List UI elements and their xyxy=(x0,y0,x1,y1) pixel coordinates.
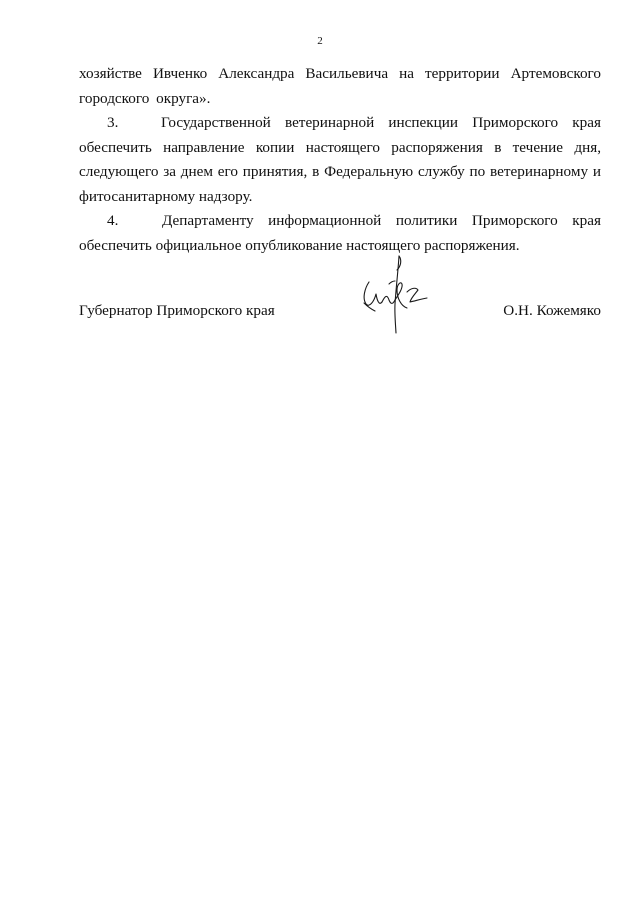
paragraph-continuation: хозяйстве Ивченко Александра Васильевича на территории Артемовского городского округа». xyxy=(79,65,601,107)
signatory-title: Губернатор Приморского края xyxy=(79,302,275,319)
page-number: 2 xyxy=(317,35,323,47)
paragraph-item-3: 3. Государственной ветеринарной инспекции Приморского края обеспечить направление копии настоящего распоряжения в течение дня, следующего за днем его принятия, в Федеральную службу по ветеринарному и фитосанитарному надзору. xyxy=(79,114,601,205)
document-body xyxy=(79,62,601,258)
handwritten-signature xyxy=(355,254,435,336)
signature-block xyxy=(79,302,601,322)
signatory-name: О.Н. Кожемяко xyxy=(503,302,601,319)
paragraph-item-4: 4. Департаменту информационной политики Приморского края обеспечить официальное опубликование настоящего распоряжения. xyxy=(79,212,601,254)
